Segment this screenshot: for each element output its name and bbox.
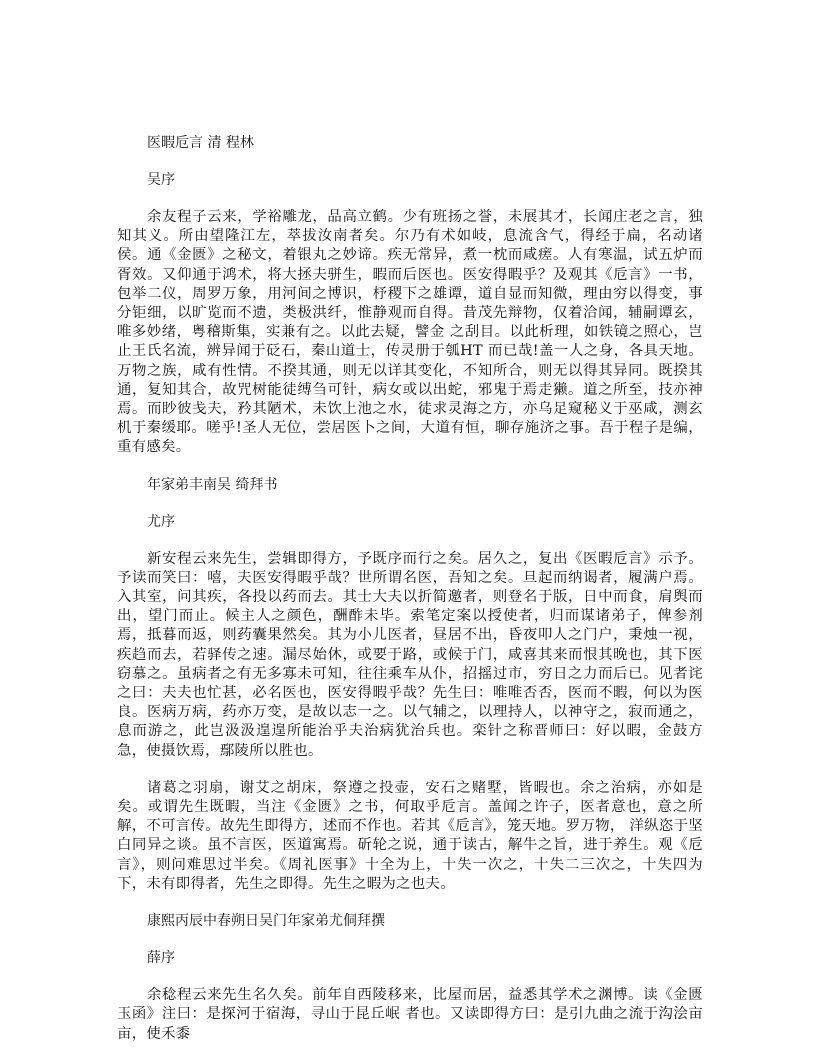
- paragraph: 余稔程云来先生名久矣。前年自西陵移来，比屋而居，益悉其学术之渊博。读《金匮玉函》注曰：是探河于宿海，寻山于昆丘岷 者也。又读即得方曰：是引九曲之流于沟浍亩亩，使禾黍: [117, 987, 703, 1042]
- paragraph: 新安程云来先生，尝辑即得方，予既序而行之矣。居久之，复出《医暇卮言》示予。予读而笑曰：嘻，夫医安得暇乎哉？世所谓名医，吾知之矣。旦起而纳谒者，履满户焉。入其室，问其疾，各投以药而去。其士大夫以折简邀者，则登名于版，日中而食，肩舆而出，望门而止。候主人之颜色，酬酢未毕。索笔定案以授使者，归而谋诸弟子，俾参剂焉，抵暮而返，则药囊果然矣。其为小儿医者，昼居不出，昏夜叩人之门户，秉烛一视，疾趋而去，若驿传之速。漏尽始休，或要于路，或候于门，咸喜其来而恨其晚也，其下医窃慕之。虽病者之有无多寡未可知，往往乘车从仆，招摇过市，穷日之力而后已。见者诧之曰：夫夫也忙甚，必名医也，医安得暇乎哉？先生曰：唯唯否否，医而不暇，何以为医良。医病万病，药亦万变，是故以志一之。以气辅之，以理持人，以神守之，寂而通之，息而游之，此岂汲汲遑遑所能治乎夫治病犹治兵也。栾针之称晋师曰：好以暇，金鼓方急，使摄饮焉，鄢陵所以胜也。: [117, 550, 703, 759]
- section-heading-wu: 吴序: [147, 172, 175, 188]
- section-heading-xue: 薛序: [147, 950, 175, 967]
- section-signature-wu: 年家弟丰南吴 绮拜书: [147, 476, 278, 493]
- paragraph: 诸葛之羽扇，谢艾之胡床，祭遵之投壶，安石之赌墅，皆暇也。余之治病，亦如是矣。或谓先生既暇，当注《金匮》之书，何取乎卮言。盖闻之许子，医者意也，意之所解，不可言传。故先生即得方，述而不作也。若其《卮言》，笼天地。罗万物， 洋纵恣于坚白同异之谈。虽不言医，医道寓焉。斫轮之说，通于读古，解牛之旨，进于养生。观《卮言》，则问难思过半矣。《周礼医事》十全为上，十失一次之，十失二三次之，十失四为下，未有即得者，先生之即得。先生之暇为之也夫。: [117, 779, 703, 892]
- document-page: [117, 134, 703, 1062]
- section-heading-you: 尤序: [147, 513, 175, 530]
- paragraph: 余友程子云来，学裕雕龙，品高立鹤。少有班扬之誉，未展其才，长闻庄老之言，独知其义。所由望隆江左，萃拔汝南者矣。尔乃有术如岐，息流含气，得经于扁，名动诸侯。通《金匮》之秘文，着银丸之妙谛。疾无常异，煮一枕而咸瘥。人有寒温，试五炉而胥效。又仰通于鸿术，将大拯夫骈生，暇而后医也。医安得暇乎？及观其《卮言》一书，包举二仪，周罗万象，用河间之博识，杼稷下之雄谭，道自显而知微，理由穷以得变，事分钜细，以旷览而不遗，类极洪纤，惟静观而自得。昔茂先辩物，仅着洽闻，辅嗣谭玄，唯多妙绪，粤稽斯集，实兼有之。以此去疑，譬金 之刮目。以此析理，如铁镜之照心，岂止王氏名流，辨异闻于砭石，秦山道士，传灵册于瓠HT 而已哉!盖一人之身，各具天地。万物之族，咸有性情。不揆其通，则无以详其变化，不知所合，则无以得其异同。既揆其通，复知其合，故咒树能徒缚刍可针，病女或以出蛇，邪鬼于焉走獭。道之所至，技亦神焉。而眇彼戋夫，矜其陋术，未饮上池之水，徒求灵海之方，亦乌足窥秘义于巫咸，测玄机于秦缓耶。嗟乎!圣人无位，尝居医卜之间，大道有恒，聊存施济之事。吾于程子是编，重有感矣。: [117, 209, 703, 456]
- section-signature-you: 康熙丙辰中春朔日吴门年家弟尤侗拜撰: [147, 913, 385, 930]
- document-title: 医暇卮言 清 程林: [147, 135, 254, 151]
